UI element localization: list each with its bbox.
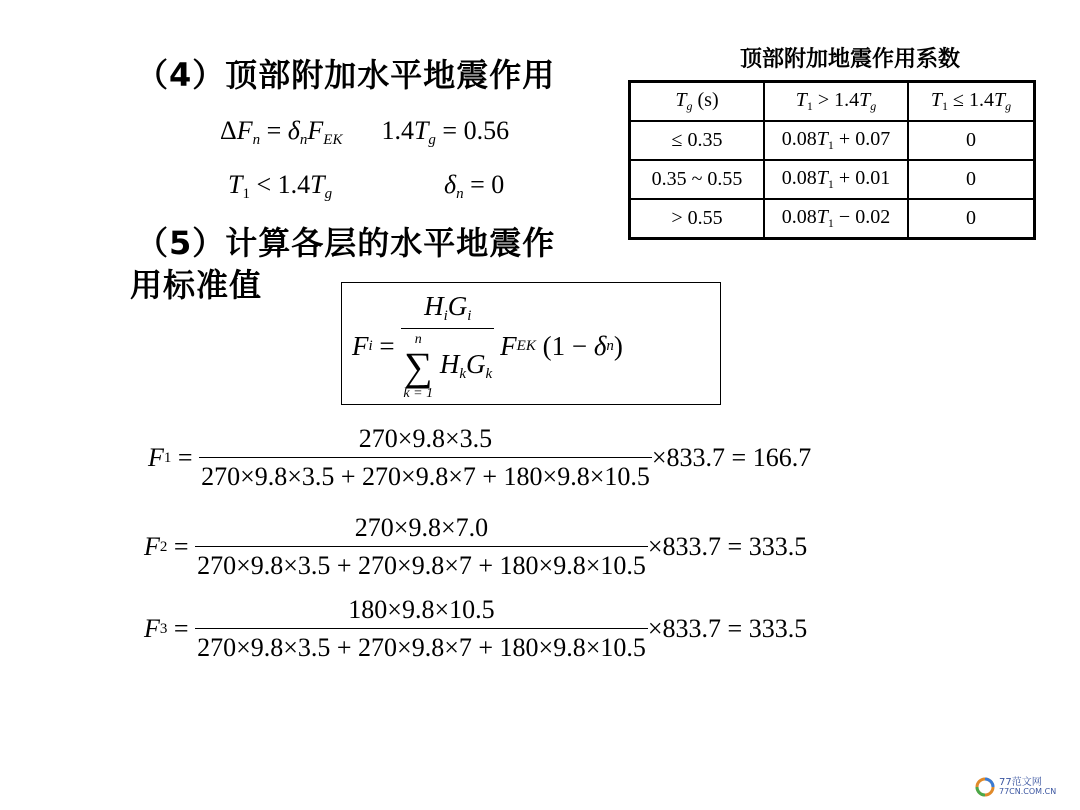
header-t1-less-equal: $T_1 \le 1.4T_g$ xyxy=(908,82,1035,122)
table-header-row xyxy=(630,82,1035,122)
coef-cell: $0.08T_1 - 0.02$ xyxy=(764,199,908,239)
range-cell: 0.35 ~ 0.55 xyxy=(630,160,765,199)
watermark-line1: 77范文网 xyxy=(999,776,1042,788)
f1-denominator: 270×9.8×3.5 + 270×9.8×7 + 180×9.8×10.5 xyxy=(199,457,652,492)
delta-fn-equation: $\Delta F_n = \delta_nF_{EK}$ $1.4T_g = 0.56$ xyxy=(220,116,510,148)
coefficient-table xyxy=(628,80,1036,240)
f2-equation: F 2 = $\frac{270\times 9.8\times 7.0}{270\times 9.8\times 3.5 + 270\times 9.8\times 7 + 180\times 9.8\times 10.5}$ ×833.7 = 333.5 xyxy=(144,513,808,580)
watermark-line2: 77CN.COM.CN xyxy=(999,787,1057,797)
f1-numerator: 270×9.8×3.5 xyxy=(358,424,493,453)
range-cell: ≤ 0.35 xyxy=(630,121,765,160)
table-row xyxy=(630,160,1035,199)
f1-equation: F 1 = $\frac{270\times 9.8\times 3.5}{270\times 9.8\times 3.5 + 270\times 9.8\times 7 + 180\times 9.8\times 10.5}$ ×833.7 = 166.7 xyxy=(148,424,812,491)
header-tg: $T_g$ (s) xyxy=(630,82,765,122)
f2-numerator: 270×9.8×7.0 xyxy=(354,513,489,542)
f2-result: ×833.7 = 333.5 xyxy=(647,532,808,561)
zero-cell: 0 xyxy=(908,121,1035,160)
coef-cell: $0.08T_1 + 0.07$ xyxy=(764,121,908,160)
delta-n-zero-equation: $\delta_n = 0$ xyxy=(444,170,505,202)
fraction-numerator: $H_iG_i$ xyxy=(424,291,472,324)
general-formula: F i = $H_iG_i$ n ∑ k = 1 $H_kG_k$ F EK (1 − δ n ) xyxy=(352,291,623,401)
f2-denominator: 270×9.8×3.5 + 270×9.8×7 + 180×9.8×10.5 xyxy=(195,546,648,581)
table-row xyxy=(630,121,1035,160)
general-formula-box xyxy=(341,282,721,405)
table-title: 顶部附加地震作用系数 xyxy=(740,47,961,72)
header-t1-greater: $T_1 > 1.4T_g$ xyxy=(764,82,908,122)
summation-icon: n ∑ k = 1 xyxy=(403,332,434,401)
f3-numerator: 180×9.8×10.5 xyxy=(348,595,495,624)
f3-denominator: 270×9.8×3.5 + 270×9.8×7 + 180×9.8×10.5 xyxy=(195,628,648,663)
ring-logo-icon xyxy=(974,776,996,798)
watermark-logo xyxy=(974,776,1056,798)
f3-result: ×833.7 = 333.5 xyxy=(647,614,808,643)
range-cell: > 0.55 xyxy=(630,199,765,239)
f3-fraction xyxy=(195,595,648,663)
section-5-heading-line1: （5）计算各层的水平地震作 xyxy=(136,224,556,262)
f2-fraction xyxy=(195,513,648,581)
zero-cell: 0 xyxy=(908,199,1035,239)
general-formula-fraction xyxy=(401,291,494,401)
f1-result: ×833.7 = 166.7 xyxy=(651,443,812,472)
fraction-denominator: n ∑ k = 1 $H_kG_k$ xyxy=(401,328,494,401)
f1-fraction xyxy=(199,424,652,492)
section-5-heading-line2: 用标准值 xyxy=(130,266,263,304)
coef-cell: $0.08T_1 + 0.01$ xyxy=(764,160,908,199)
table-row xyxy=(630,199,1035,239)
section-4-heading: （4）顶部附加水平地震作用 xyxy=(136,56,556,94)
zero-cell: 0 xyxy=(908,160,1035,199)
t1-condition-equation: $T_1 < 1.4T_g$ xyxy=(228,170,333,202)
f3-equation: F 3 = $\frac{180\times 9.8\times 10.5}{270\times 9.8\times 3.5 + 270\times 9.8\times 7 + 180\times 9.8\times 10.5}$ ×833.7 = 333.5 xyxy=(144,595,808,662)
